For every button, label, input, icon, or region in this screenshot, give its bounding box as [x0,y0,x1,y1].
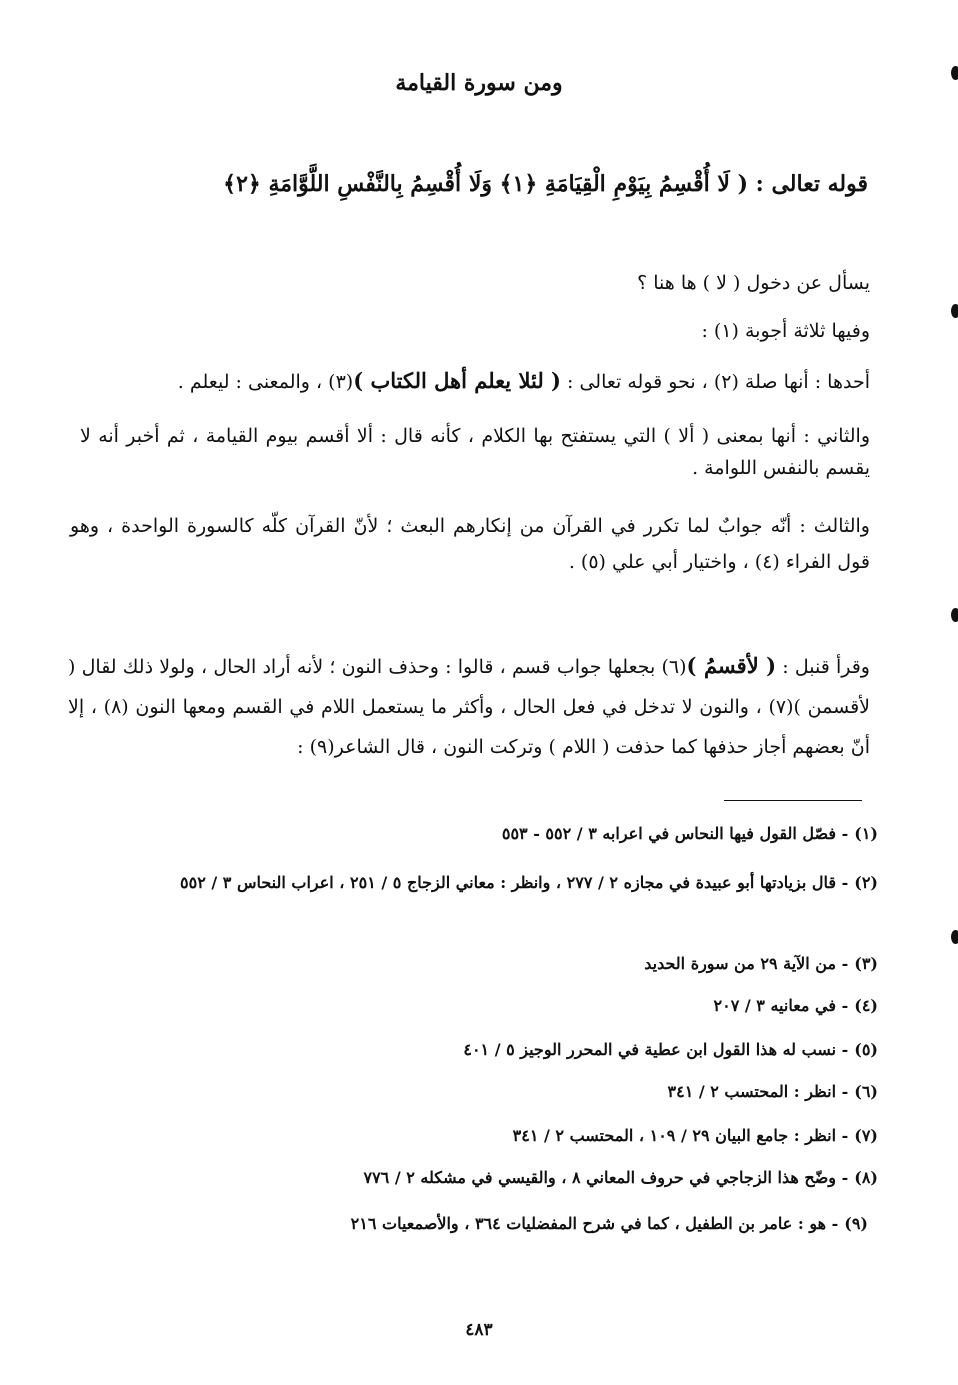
paragraph-qunbul-reading [68,646,870,767]
footnote-4: (٤)- في معانيه ٣ / ٢٠٧ [713,996,878,1015]
footnote-6: (٦)- انظر : المحتسب ٢ / ٣٤١ [667,1082,878,1101]
footnote-separator [724,800,862,801]
body-line-question: يسأل عن دخول ( لا ) ها هنا ؟ [637,272,870,294]
footnote-7: (٧)- انظر : جامع البيان ٢٩ / ١٠٩ ، المحتسب ٢ / ٣٤١ [512,1126,878,1145]
quoted-reading: ( لأقسمُ ) [686,653,777,678]
paragraph-qunbul-rest: (٦) بجعلها جواب قسم ، قالوا : وحذف النون ؛ لأنه أراد الحال ، ولولا ذلك لقال ( لأقسمن )(٧) ، والنون لا تدخل في فعل الحال ، وأكثر ما يستعمل اللام في القسم ومعها النون (٨) ، إلا أنّ بعضهم أجاز حذفها كما حذفت ( اللام ) وتركت النون ، قال الشاعر(٩) : [68,656,870,758]
scan-margin-mark [951,930,958,944]
paragraph-first-answer [70,366,870,397]
footnote-8: (٨)- وضّح هذا الزجاجي في حروف المعاني ٨ ، والقيسي في مشكله ٢ / ٧٧٦ [363,1168,878,1187]
scan-margin-mark [951,608,958,622]
paragraph-second-answer: والثاني : أنها بمعنى ( ألا ) التي يستفتح بها الكلام ، كأنه قال : ألا أقسم بيوم القيامة ، ثم أخبر أنه لا يقسم بالنفس اللوامة . [80,425,870,479]
scan-margin-mark [951,304,958,318]
footnote-9: (٩)- هو : عامر بن الطفيل ، كما في شرح المفضليات ٣٦٤ ، والأصمعيات ٢١٦ [350,1214,868,1233]
footnote-3: (٣)- من الآية ٢٩ من سورة الحديد [644,954,878,973]
paragraph-qunbul-text: وقرأ قنبل : [776,656,870,678]
body-line-answers-intro: وفيها ثلاثة أجوبة (١) : [701,320,870,342]
paragraph-first-answer-end: (٣) ، والمعنى : ليعلم . [177,371,354,393]
footnote-5: (٥)- نسب له هذا القول ابن عطية في المحرر الوجيز ٥ / ٤٠١ [463,1040,878,1059]
page-number: ٤٨٣ [465,1320,493,1340]
paragraph-first-answer-text: أحدها : أنها صلة (٢) ، نحو قوله تعالى : [560,371,870,393]
quoted-verse: ( لئلا يعلم أهل الكتاب ) [353,368,561,393]
paragraph-third-answer: والثالث : أنّه جوابٌ لما تكرر في القرآن من إنكارهم البعث ؛ لأنّ القرآن كلّه كالسورة الواحدة ، وهو قول الفراء (٤) ، واختيار أبي علي (٥) . [70,515,870,573]
footnote-1: (١)- فصّل القول فيها النحاس في اعرابه ٣ / ٥٥٢ - ٥٥٣ [501,824,878,843]
footnote-2: (٢)- قال بزيادتها أبو عبيدة في مجازه ٢ / ٢٧٧ ، وانظر : معاني الزجاج ٥ / ٢٥١ ، اعراب النحاس ٣ / ٥٥٢ [180,873,878,892]
page-title: ومن سورة القيامة [395,70,563,96]
quran-verse: قوله تعالى : ( لَا أُقْسِمُ بِيَوْمِ الْقِيَامَةِ ﴿١﴾ وَلَا أُقْسِمُ بِالنَّفْسِ اللَّوَّامَةِ ﴿٢﴾ [223,171,868,197]
